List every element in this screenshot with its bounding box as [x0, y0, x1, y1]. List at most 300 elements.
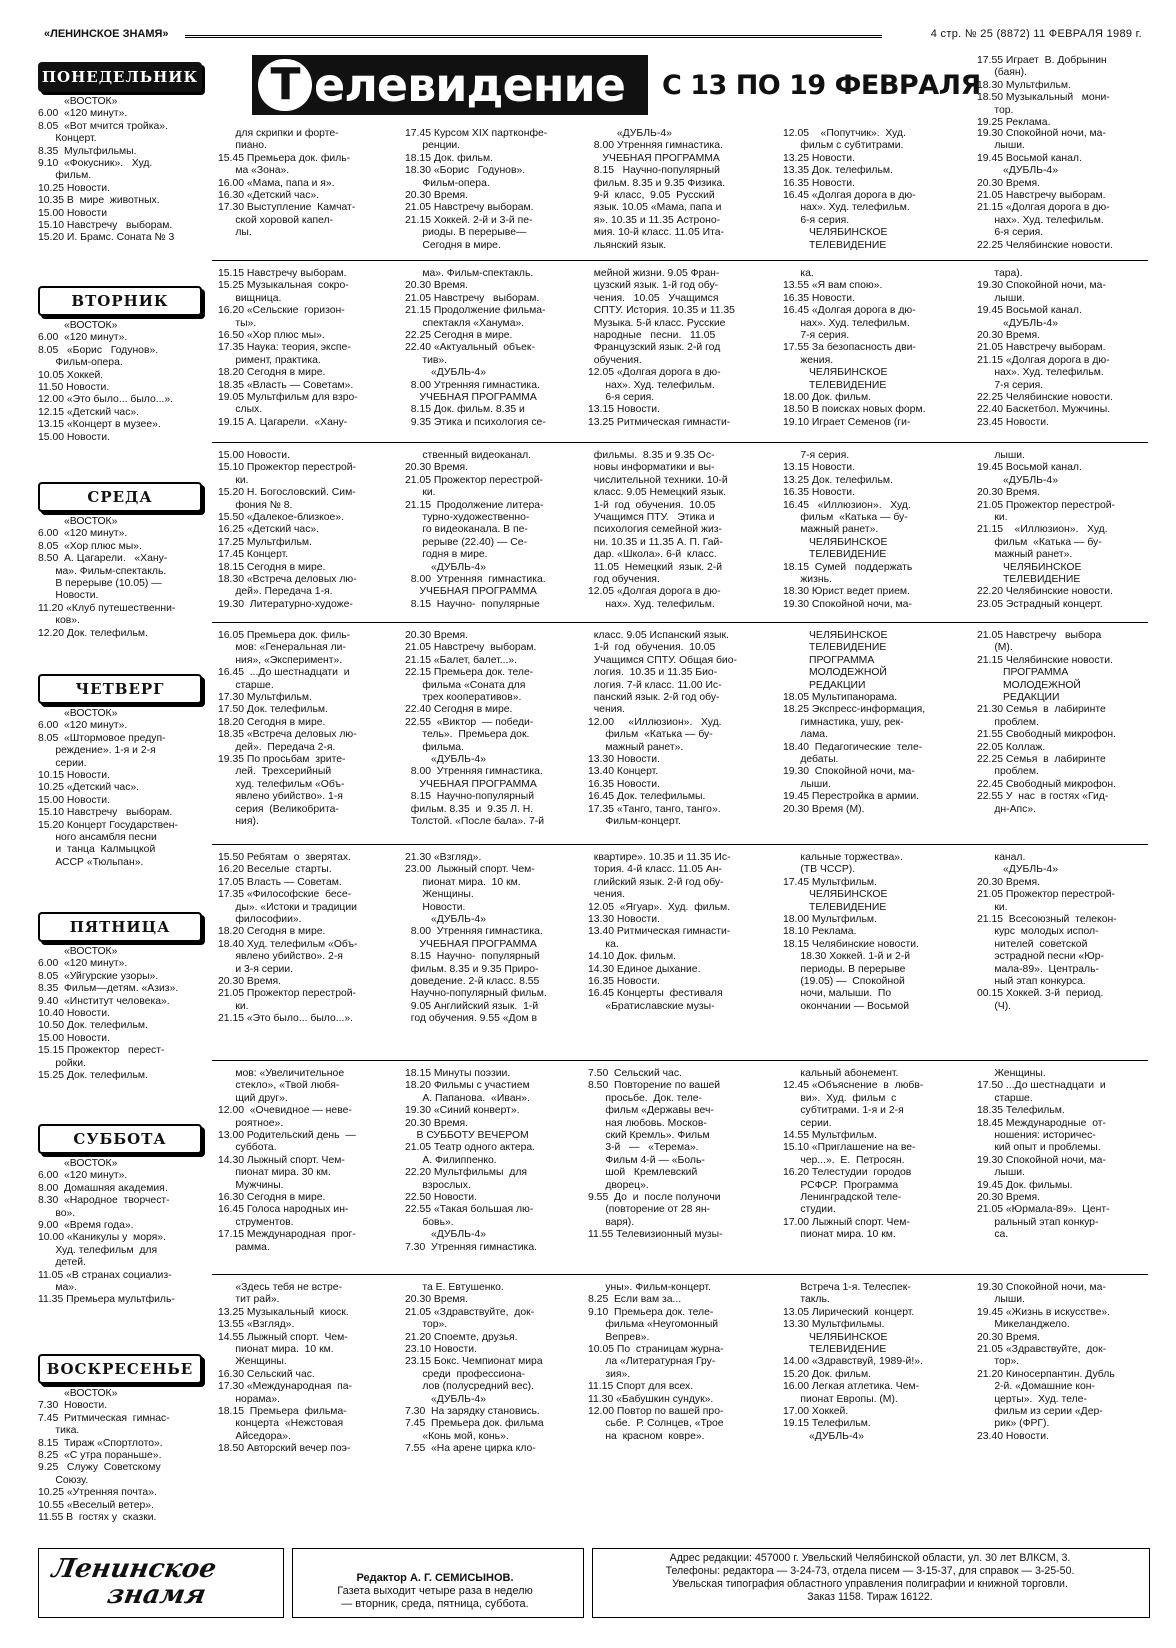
program-line: 15.00 Новости. — [218, 450, 290, 461]
program-line: А. Филиппенко. — [405, 1154, 497, 1166]
program-line: 19.30 Спокойной ночи, ма- — [783, 598, 912, 610]
schedule-column — [405, 450, 585, 611]
program-line: ТЕЛЕВИДЕНИЕ — [977, 574, 1081, 586]
title-initial-letter: Т — [258, 59, 312, 111]
program-line: 8.05 «Борис Годунов». — [38, 344, 159, 356]
program-line: 15.00 Новости — [38, 207, 108, 219]
newspaper-name-header: «ЛЕНИНСКОЕ ЗНАМЯ» — [44, 28, 169, 40]
program-line: тара). — [977, 268, 1023, 279]
program-line: 15.10 «Приглашение на ве- — [783, 1142, 916, 1154]
program-line: серии. — [783, 1117, 832, 1129]
program-line: 22.25 Челябинские новости. — [977, 239, 1113, 251]
program-line: лыши. — [977, 1167, 1025, 1179]
program-line: глийский язык. 2-й год обу- — [588, 876, 724, 888]
program-line: 21.55 Свободный микрофон. — [977, 729, 1117, 741]
schedule-column — [218, 268, 403, 429]
program-line: Фильм-концерт. — [588, 816, 681, 828]
program-line: ской хоровой капел- — [218, 214, 334, 226]
program-line: 8.00 Утренняя гимнастика. — [588, 140, 723, 152]
program-line: Встреча 1-я. Телеспек- — [783, 1282, 911, 1293]
schedule-column — [405, 1068, 585, 1254]
newspaper-logo — [44, 1556, 274, 1610]
publication-schedule-1: Газета выходит четыре раза в неделю — [337, 1585, 533, 1597]
program-line: Вепрев». — [588, 1331, 650, 1343]
program-line: 13.55 «Взгляд». — [218, 1319, 295, 1331]
program-line: (ТВ ЧССР). — [783, 864, 856, 876]
program-line: 13.30 Мультфильмы. — [783, 1319, 885, 1331]
program-line: 21.05 Театр одного актера. — [405, 1142, 536, 1154]
program-line: нителей советской — [977, 938, 1088, 950]
program-line: 7-я серия. — [783, 450, 850, 461]
program-line: дей». Передача 1-я. — [218, 586, 333, 598]
program-line: пионат Европы. (М). — [783, 1393, 898, 1405]
program-line: 18.15 Сегодня в мире. — [218, 561, 326, 573]
program-line: 17.55 Играет В. Добрынин — [977, 55, 1107, 66]
program-line: 17.50 Док. телефильм. — [218, 704, 328, 716]
program-line: Фильм-опера. — [405, 177, 490, 189]
program-line: вищница. — [218, 292, 282, 304]
program-line: 18.50 Музыкальный мони- — [977, 92, 1110, 104]
program-line: АССР «Тюльпан». — [38, 856, 144, 868]
program-line: «ВОСТОК» — [38, 96, 118, 107]
program-line: 7.45 Премьера док. фильма — [405, 1418, 544, 1430]
program-line: трех кооперативов». — [405, 692, 522, 704]
program-line: (19.05) — Спокойной — [783, 976, 905, 988]
schedule-column — [783, 450, 973, 611]
program-line: фильма. — [405, 741, 464, 753]
program-line: УЧЕБНАЯ ПРОГРАММА — [405, 938, 537, 950]
program-line: 16.25 «Детский час». — [218, 524, 320, 536]
program-line: 14.30 Лыжный спорт. Чем- — [218, 1154, 345, 1166]
program-line: 13.30 Новости. — [588, 754, 660, 766]
program-line: варя). — [588, 1216, 635, 1228]
program-line: ка. — [783, 268, 814, 279]
address-line-2: Телефоны: редактора — 3-24-73, отдела писем — 3-15-37, для справок — 3-25-50. — [665, 1565, 1075, 1577]
program-line: 18.15 Премьера фильма- — [218, 1406, 347, 1418]
program-line: 21.15 Хоккей. 2-й и 3-й пе- — [405, 214, 533, 226]
program-line: 00.15 Хоккей. 3-й период. — [977, 988, 1104, 1000]
program-line: лов (полусредний вес). — [405, 1381, 535, 1393]
schedule-column — [977, 852, 1149, 1013]
program-line: 15.25 Музыкальная сокро- — [218, 280, 349, 292]
program-line: 18.40 Педагогические теле- — [783, 741, 923, 753]
program-line: пиано. — [218, 140, 267, 152]
schedule-column — [588, 1068, 781, 1242]
program-line: 11.20 «Клуб путешественни- — [38, 602, 176, 614]
program-line: 10.55 «Веселый ветер». — [38, 1499, 154, 1511]
program-line: лыши. — [783, 778, 831, 790]
program-line: 16.45 ...До шестнадцати и — [218, 667, 350, 679]
program-line: 21.15 «Иллюзион». Худ. — [977, 524, 1108, 536]
program-line: та Е. Евтушенко. — [405, 1282, 504, 1293]
program-line: фония № 8. — [218, 499, 293, 511]
program-line: 10.25 «Детский час». — [38, 782, 140, 794]
program-line: 20.30 Время. — [977, 876, 1041, 888]
program-line: ка. — [588, 938, 619, 950]
program-line: 7.30 На зарядку становись. — [405, 1406, 540, 1418]
day-heading: ЧЕТВЕРГ — [38, 674, 202, 704]
program-line: 16.05 Премьера док. филь- — [218, 630, 351, 641]
program-line: 12.15 «Детский час». — [38, 406, 140, 418]
program-line: ви». Худ. фильм с — [783, 1092, 897, 1104]
program-line: 16.30 Сельский час. — [218, 1368, 315, 1380]
schedule-column — [783, 852, 973, 1013]
program-line: 8.15 Док. фильм. 8.35 и — [405, 404, 525, 416]
program-line: «ДУБЛЬ-4» — [977, 864, 1058, 876]
program-line: ни. 10.35 и 11.35 А. П. Гай- — [588, 536, 723, 548]
program-line: новы информатики и вы- — [588, 462, 715, 474]
program-line: ЧЕЛЯБИНСКОЕ — [783, 367, 888, 379]
program-line: мов: «Генеральная ли- — [218, 642, 346, 654]
program-line: 18.20 Фильмы с участием — [405, 1080, 530, 1092]
program-line: студии. — [783, 1204, 836, 1216]
program-line: ЧЕЛЯБИНСКОЕ — [783, 889, 888, 901]
program-line: 20.30 Время. — [977, 1331, 1041, 1343]
program-line: 6-я серия. — [588, 392, 655, 404]
program-line: 17.35 Наука: теория, экспе- — [218, 342, 351, 354]
program-line: Женщины. — [977, 1068, 1046, 1079]
program-line: 19.35 По просьбам зрите- — [218, 754, 346, 766]
program-line: 15.10 Навстречу выборам. — [38, 807, 173, 819]
program-line: просьбе. Док. теле- — [588, 1092, 703, 1104]
schedule-column — [977, 450, 1149, 611]
program-line: 21.20 Споемте, друзья. — [405, 1331, 518, 1343]
program-line: лыши. — [977, 1294, 1025, 1306]
program-line: 17.45 Мультфильм. — [783, 876, 877, 888]
program-line: Худ. телефильм для — [38, 1244, 158, 1256]
top-right-column — [977, 55, 1147, 129]
program-line: серия (Великобрита- — [218, 803, 339, 815]
program-line: 9.40 «Институт человека». — [38, 995, 170, 1007]
program-line: 15.50 Ребятам о зверятах. — [218, 852, 352, 863]
program-line: А. Папанова. «Иван». — [405, 1092, 530, 1104]
program-line: 17.45 Концерт. — [218, 549, 289, 561]
editor-name: Редактор А. Г. СЕМИСЫНОВ. — [356, 1572, 514, 1584]
program-line: 22.45 Свободный микрофон. — [977, 778, 1117, 790]
title-date-range: С 13 ПО 19 ФЕВРАЛЯ — [662, 70, 981, 101]
program-line: 19.30 Спокойной ночи, ма- — [977, 1282, 1106, 1293]
address-line-3: Увельская типография областного управления полиграфии и книжной торговли. — [672, 1578, 1068, 1590]
program-line: Фильм-опера. — [38, 357, 123, 369]
day-separator-rule — [212, 442, 1148, 443]
program-line: 15.15 Прожектор перест- — [38, 1045, 165, 1057]
program-line: «Конь мой, конь». — [405, 1430, 509, 1442]
program-line: 10.25 «Утренняя почта». — [38, 1487, 157, 1499]
day-heading: ПЯТНИЦА — [38, 912, 202, 942]
program-line: 16.20 «Сельские горизон- — [218, 305, 345, 317]
day-separator-rule — [212, 1060, 1148, 1061]
program-line: 21.30 «Взгляд». — [405, 852, 482, 863]
program-line: ТЕЛЕВИДЕНИЕ — [783, 549, 887, 561]
program-line: ма «Зона». — [218, 165, 290, 177]
program-line: 18.20 Сегодня в мире. — [218, 926, 326, 938]
program-line: 19.45 Перестройка в армии. — [783, 791, 920, 803]
program-line: 8.00 Утренняя гимнастика. — [405, 926, 543, 938]
program-line: ЧЕЛЯБИНСКОЕ — [783, 536, 888, 548]
program-line: 11.30 «Бабушкин сундук». — [588, 1393, 714, 1405]
program-line: дворец». — [588, 1179, 649, 1191]
program-line: ды». «Истоки и традиции — [218, 901, 357, 913]
program-line: год обучения. — [588, 574, 660, 586]
program-line: уны». Фильм-концерт. — [588, 1282, 711, 1293]
program-line: фильм «Державы веч- — [588, 1105, 714, 1117]
address-block — [600, 1552, 1140, 1604]
schedule-column — [218, 1068, 403, 1254]
program-line: 7.50 Сельский час. — [588, 1068, 682, 1079]
program-line: 20.30 Время. — [977, 487, 1041, 499]
schedule-column — [977, 268, 1149, 429]
program-line: Женщины. — [218, 1356, 287, 1368]
schedule-column — [38, 708, 213, 869]
program-line: 15.00 Новости. — [38, 1032, 110, 1044]
program-line: 18.10 Реклама. — [783, 926, 857, 938]
program-line: 10.15 Новости. — [38, 770, 110, 782]
program-line: 21.15 Продолжение литера- — [405, 499, 544, 511]
program-line: 12.20 Док. телефильм. — [38, 627, 148, 639]
program-line: 17.00 Лыжный спорт. Чем- — [783, 1216, 910, 1228]
program-line: 8.15 Тираж «Спортлото». — [38, 1437, 163, 1449]
program-line: 15.45 Премьера док. филь- — [218, 152, 351, 164]
program-line: 21.15 «Балет, балет...». — [405, 654, 518, 666]
program-line: 22.15 Премьера док. теле- — [405, 667, 534, 679]
program-line: 8.15 Научно-популярный — [405, 791, 534, 803]
program-line: 19.05 Мультфильм для взро- — [218, 392, 358, 404]
program-line: 21.05 «Юрмала-89». Цент- — [977, 1204, 1110, 1216]
program-line: 20.30 Время. — [405, 1117, 469, 1129]
program-line: 16.30 «Детский час». — [218, 190, 320, 202]
program-line: 8.50 Повторение по вашей — [588, 1080, 721, 1092]
program-line: фильм «Катька — бу- — [783, 512, 908, 524]
program-line: нах». Худ. телефильм. — [588, 379, 715, 391]
program-line: старше. — [218, 679, 274, 691]
program-line: 12.05 «Попутчик». Худ. — [783, 128, 906, 139]
program-line: 12.45 «Объяснение в любв- — [783, 1080, 924, 1092]
program-line: тор». — [977, 1356, 1020, 1368]
program-line: 19.30 «Синий конверт». — [405, 1105, 520, 1117]
program-line: фильм «Катька — бу- — [588, 729, 713, 741]
program-line: 13.55 «Я вам спою». — [783, 280, 883, 292]
program-line: мейной жизни. 9.05 Фран- — [588, 268, 720, 279]
program-line: пионат мира. 10 км. — [218, 1344, 334, 1356]
program-line: 13.40 Концерт. — [588, 766, 659, 778]
program-line: 15.50 «Далекое-близкое». — [218, 512, 345, 524]
program-line: тив». — [405, 354, 448, 366]
program-line: 16.35 Новости. — [588, 976, 660, 988]
program-line: курс молодых испол- — [977, 926, 1099, 938]
program-line: 16.00 «Мама, папа и я». — [218, 177, 335, 189]
program-line: 6.00 «120 минут». — [38, 720, 128, 732]
program-line: 14.10 Док. фильм. — [588, 951, 677, 963]
program-line: Мужчины. — [218, 1179, 284, 1191]
day-heading: ВОСКРЕСЕНЬЕ — [38, 1354, 202, 1384]
program-line: 19.30 Спокойной ночи, ма- — [977, 1154, 1106, 1166]
program-line: на красном ковре». — [588, 1430, 705, 1442]
program-line: 15.20 И. Брамс. Соната № 3 — [38, 232, 175, 244]
program-line: ЧЕЛЯБИНСКОЕ — [783, 227, 888, 239]
program-line: 16.35 Новости. — [588, 778, 660, 790]
program-line: ла «Литературная Гру- — [588, 1356, 716, 1368]
program-line: риоды. В перерыве— — [405, 227, 527, 239]
program-line: 8.00 Домашняя академия. — [38, 1182, 168, 1194]
program-line: щий друг». — [218, 1092, 288, 1104]
program-line: норама». — [218, 1393, 280, 1405]
program-line: ков». — [38, 615, 80, 627]
program-line: 16.45 Голоса народных ин- — [218, 1204, 349, 1216]
program-line: «Братиславские музы- — [588, 1000, 715, 1012]
program-line: ральный этап конкур- — [977, 1216, 1099, 1228]
program-line: пионат мира. 10 км. — [405, 876, 521, 888]
program-line: 15.25 Док. телефильм. — [38, 1070, 148, 1082]
program-line: 18.50 Авторский вечер поэ- — [218, 1443, 351, 1455]
program-line: фильм из серии «Дер- — [977, 1406, 1103, 1418]
program-line: 20.30 Время. — [405, 462, 469, 474]
program-line: Французский язык. 2-й год — [588, 342, 721, 354]
program-line: МОЛОДЕЖНОЙ — [783, 667, 887, 679]
program-line: 16.00 Легкая атлетика. Чем- — [783, 1381, 920, 1393]
program-line: Сегодня в мире. — [405, 239, 501, 251]
program-line: «ДУБЛЬ-4» — [405, 754, 486, 766]
program-line: 23.05 Эстрадный концерт. — [977, 598, 1103, 610]
program-line: «ДУБЛЬ-4» — [977, 317, 1058, 329]
program-line: 11.05 «В странах социализ- — [38, 1269, 172, 1281]
program-line: дебаты. — [783, 754, 839, 766]
program-line: МОЛОДЕЖНОЙ — [977, 679, 1081, 691]
logo-line-1: Ленинское — [49, 1554, 219, 1584]
program-line: 8.50 А. Цагарели. «Хану- — [38, 553, 168, 565]
program-line: 16.45 «Долгая дорога в дю- — [783, 190, 916, 202]
program-line: 8.15 Научно- популярные — [405, 598, 540, 610]
program-line: 8.05 «Штормовое предуп- — [38, 732, 166, 744]
program-line: 8.25 «С утра пораньше». — [38, 1450, 162, 1462]
schedule-column — [783, 630, 973, 816]
program-line: субтитрами. 1-я и 2-я — [783, 1105, 904, 1117]
program-line: 7-я серия. — [783, 330, 850, 342]
program-line: канал. — [977, 852, 1026, 863]
program-line: и танца Калмыцкой — [38, 844, 156, 856]
program-line: 18.15 Сумей поддержать — [783, 561, 913, 573]
program-line: 19.45 Восьмой канал. — [977, 305, 1082, 317]
program-line: 21.15 «Это было... было...». — [218, 1013, 354, 1025]
program-line: ки. — [977, 512, 1008, 524]
program-line: 21.05 Навстречу выборам. — [405, 642, 537, 654]
program-line: кий опыт и проблемы. — [977, 1142, 1101, 1154]
program-line: 16.45 «Иллюзион». Худ. — [783, 499, 911, 511]
program-line: 19.45 Восьмой канал. — [977, 152, 1082, 164]
program-line: 21.05 Навстречу выборам. — [405, 202, 534, 214]
program-line: 11.50 Новости. — [38, 382, 110, 394]
program-line: 15.20 Док. фильм. — [783, 1368, 872, 1380]
program-line: 16.35 Новости. — [783, 487, 855, 499]
program-line: мажный ранет». — [977, 549, 1073, 561]
program-line: явлено убийство». 2-я — [218, 951, 343, 963]
schedule-column — [977, 128, 1149, 252]
program-line: 10.50 Док. телефильм. — [38, 1020, 148, 1032]
program-line: 22.40 Сегодня в мире. — [405, 704, 513, 716]
program-line: 21.15 «Долгая дорога в дю- — [977, 202, 1110, 214]
issue-info-header: 4 стр. № 25 (8872) 11 ФЕВРАЛЯ 1989 г. — [930, 28, 1142, 40]
program-line: ройки. — [38, 1057, 86, 1069]
program-line: нах». Худ. телефильм. — [977, 367, 1104, 379]
program-line: ственный видеоканал. — [405, 450, 532, 461]
program-line: «ВОСТОК» — [38, 708, 118, 719]
program-line: 17.15 Международная прог- — [218, 1229, 356, 1241]
program-line: психология семейной жиз- — [588, 524, 722, 536]
address-line-1: Адрес редакции: 457000 г. Увельский Челябинской области, ул. 30 лет ВЛКСМ, 3. — [669, 1552, 1071, 1564]
schedule-column — [783, 128, 973, 252]
program-line: ки. — [218, 1000, 249, 1012]
program-line: во». — [38, 1207, 76, 1219]
program-line: нах». Худ. телефильм. — [783, 202, 910, 214]
program-line: тель». Премьера док. — [405, 729, 530, 741]
program-line: 13.15 Новости. — [588, 404, 660, 416]
program-line: (повторение от 28 ян- — [588, 1204, 711, 1216]
program-line: «ДУБЛЬ-4» — [405, 914, 486, 926]
program-line: 17.30 Мультфильм. — [218, 692, 312, 704]
program-line: ния», «Эксперимент». — [218, 654, 343, 666]
program-line: 16.45 Док. телефильмы. — [588, 791, 706, 803]
program-line: язык. 10.05 «Мама, папа и — [588, 202, 722, 214]
program-line: 16.50 «Хор плюс мы». — [218, 330, 325, 342]
program-line: тит рай». — [218, 1294, 280, 1306]
program-line: 22.20 Челябинские новости. — [977, 586, 1113, 598]
schedule-column — [783, 1068, 973, 1242]
program-line: мажный ранет». — [783, 524, 879, 536]
program-line: шой Кремлевский — [588, 1167, 698, 1179]
program-line: Союзу. — [38, 1474, 89, 1486]
day-separator-rule — [212, 1274, 1148, 1275]
schedule-column — [588, 128, 781, 252]
program-line: Микеланджело. — [977, 1319, 1070, 1331]
schedule-column — [405, 1282, 585, 1456]
program-line: 12.00 «Это было... было...». — [38, 394, 174, 406]
program-line: кальные торжества». — [783, 852, 903, 863]
program-line: 17.55 За безопасность дви- — [783, 342, 916, 354]
day-separator-rule — [212, 844, 1148, 845]
program-line: 10.35 В мире животных. — [38, 195, 160, 207]
program-line: 21.05 Навстречу выборам. — [405, 292, 540, 304]
program-line: ренции. — [405, 140, 461, 152]
program-line: «ДУБЛЬ-4» — [588, 128, 672, 139]
program-line: 21.15 Челябинские новости. — [977, 654, 1113, 666]
program-line: 12.05 «Долгая дорога в дю- — [588, 586, 721, 598]
program-line: 20.30 Время. — [977, 1192, 1041, 1204]
program-line: пионат мира. 30 км. — [218, 1167, 331, 1179]
program-line: чения. 10.05 Учащимся — [588, 292, 719, 304]
program-line: явлено убийство». 1-я — [218, 791, 343, 803]
program-line: «ДУБЛЬ-4» — [783, 1430, 864, 1442]
program-line: 6-я серия. — [783, 214, 850, 226]
program-line: 13.25 Ритмическая гимнасти- — [588, 416, 731, 428]
program-line: ки. — [405, 487, 436, 499]
program-line: ПРОГРАММА — [783, 654, 875, 666]
program-line: «ДУБЛЬ-4» — [977, 474, 1058, 486]
program-line: 10.05 По страницам журна- — [588, 1344, 724, 1356]
program-line: 18.30 «Встреча деловых лю- — [218, 574, 357, 586]
program-line: 21.05 «Здравствуйте, док- — [977, 1344, 1107, 1356]
program-line: 15.20 Н. Богословский. Сим- — [218, 487, 356, 499]
program-line: ты». — [218, 317, 257, 329]
program-line: го видеоканала. В пе- — [405, 524, 528, 536]
program-line: худ. телефильм «Объ- — [218, 778, 345, 790]
program-line: 9.05 Английский язык. 1-й — [405, 1000, 539, 1012]
schedule-column — [218, 630, 403, 829]
program-line: ма». Фильм-спектакль. — [405, 268, 534, 279]
program-line: 16.35 Новости. — [783, 292, 855, 304]
program-line: чения. — [588, 889, 626, 901]
program-line: 18.20 Сегодня в мире. — [218, 367, 326, 379]
program-line: взрослых. — [405, 1179, 471, 1191]
program-line: роятное». — [218, 1117, 284, 1129]
